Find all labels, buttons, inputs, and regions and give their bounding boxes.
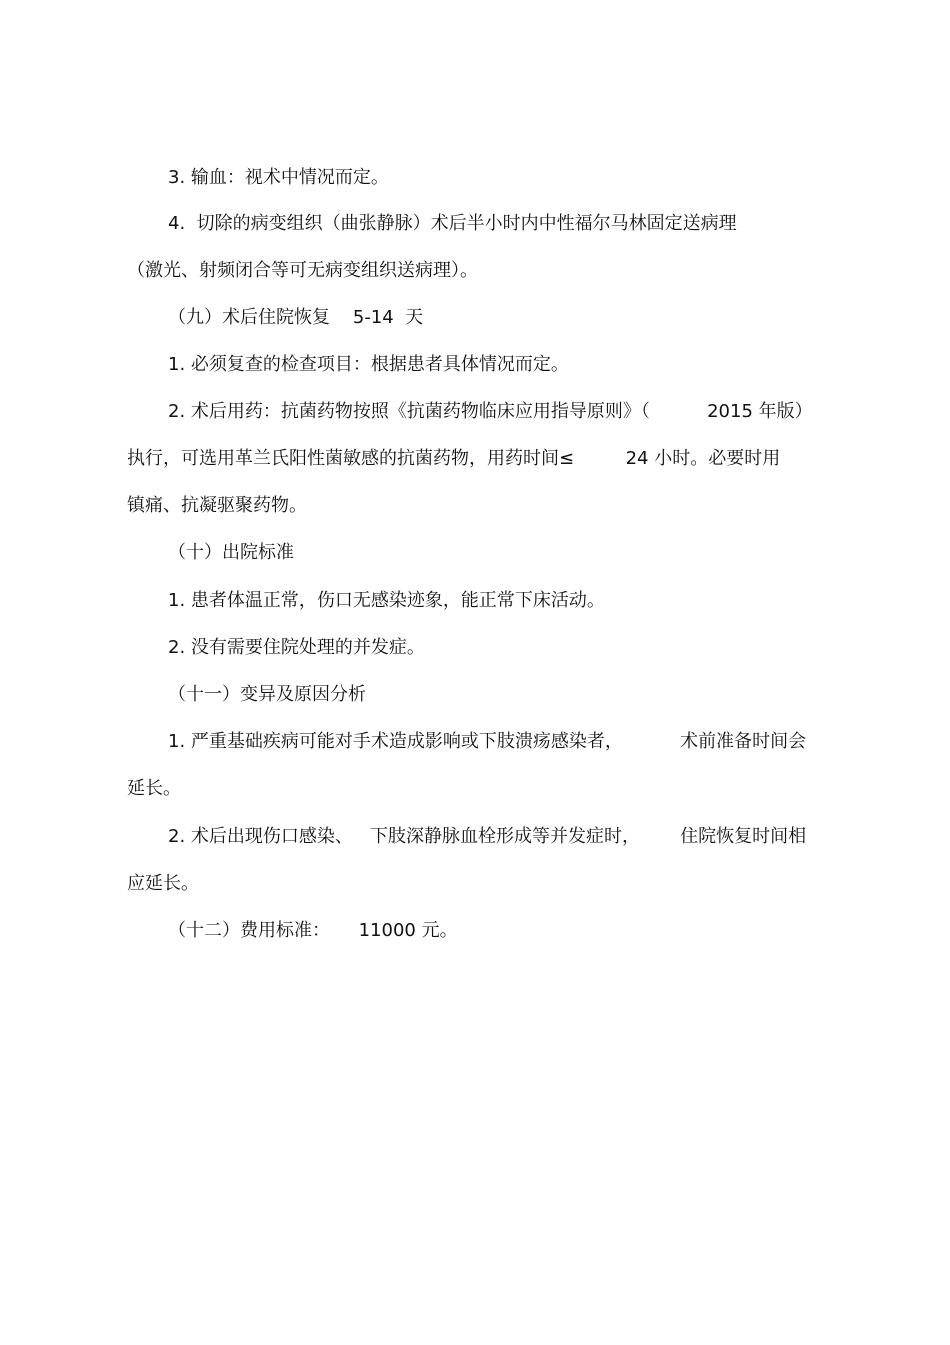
text-line: 1. 患者体温正常，伤口无感染迹象，能正常下床活动。 xyxy=(168,590,605,611)
section-heading: （十）出院标准 xyxy=(168,542,294,563)
section-heading: （十二）费用标准： 11000 元。 xyxy=(168,920,458,941)
section-heading: （十一）变异及原因分析 xyxy=(168,684,366,705)
text-line: 应延长。 xyxy=(127,873,199,894)
text-line: 2. 没有需要住院处理的并发症。 xyxy=(168,637,425,658)
text-line: 延长。 xyxy=(127,778,181,799)
text-line: 1. 严重基础疾病可能对手术造成影响或下肢溃疡感染者， 术前准备时间会 xyxy=(168,731,807,752)
text-line: 4. 切除的病变组织（曲张静脉）术后半小时内中性福尔马林固定送病理 xyxy=(168,213,737,234)
text-line: 执行，可选用革兰氏阳性菌敏感的抗菌药物，用药时间≤ 24 小时。必要时用 xyxy=(127,448,781,469)
text-line: 1. 必须复查的检查项目：根据患者具体情况而定。 xyxy=(168,354,569,375)
text-line: （激光、射频闭合等可无病变组织送病理）。 xyxy=(127,260,478,281)
text-line: 镇痛、抗凝驱聚药物。 xyxy=(127,495,307,516)
text-line: 3. 输血：视术中情况而定。 xyxy=(168,167,389,188)
section-heading: （九）术后住院恢复 5-14 天 xyxy=(168,307,424,328)
text-line: 2. 术后用药：抗菌药物按照《抗菌药物临床应用指导原则》（ 2015 年版） xyxy=(168,401,813,422)
text-line: 2. 术后出现伤口感染、 下肢深静脉血栓形成等并发症时， 住院恢复时间相 xyxy=(168,826,807,847)
